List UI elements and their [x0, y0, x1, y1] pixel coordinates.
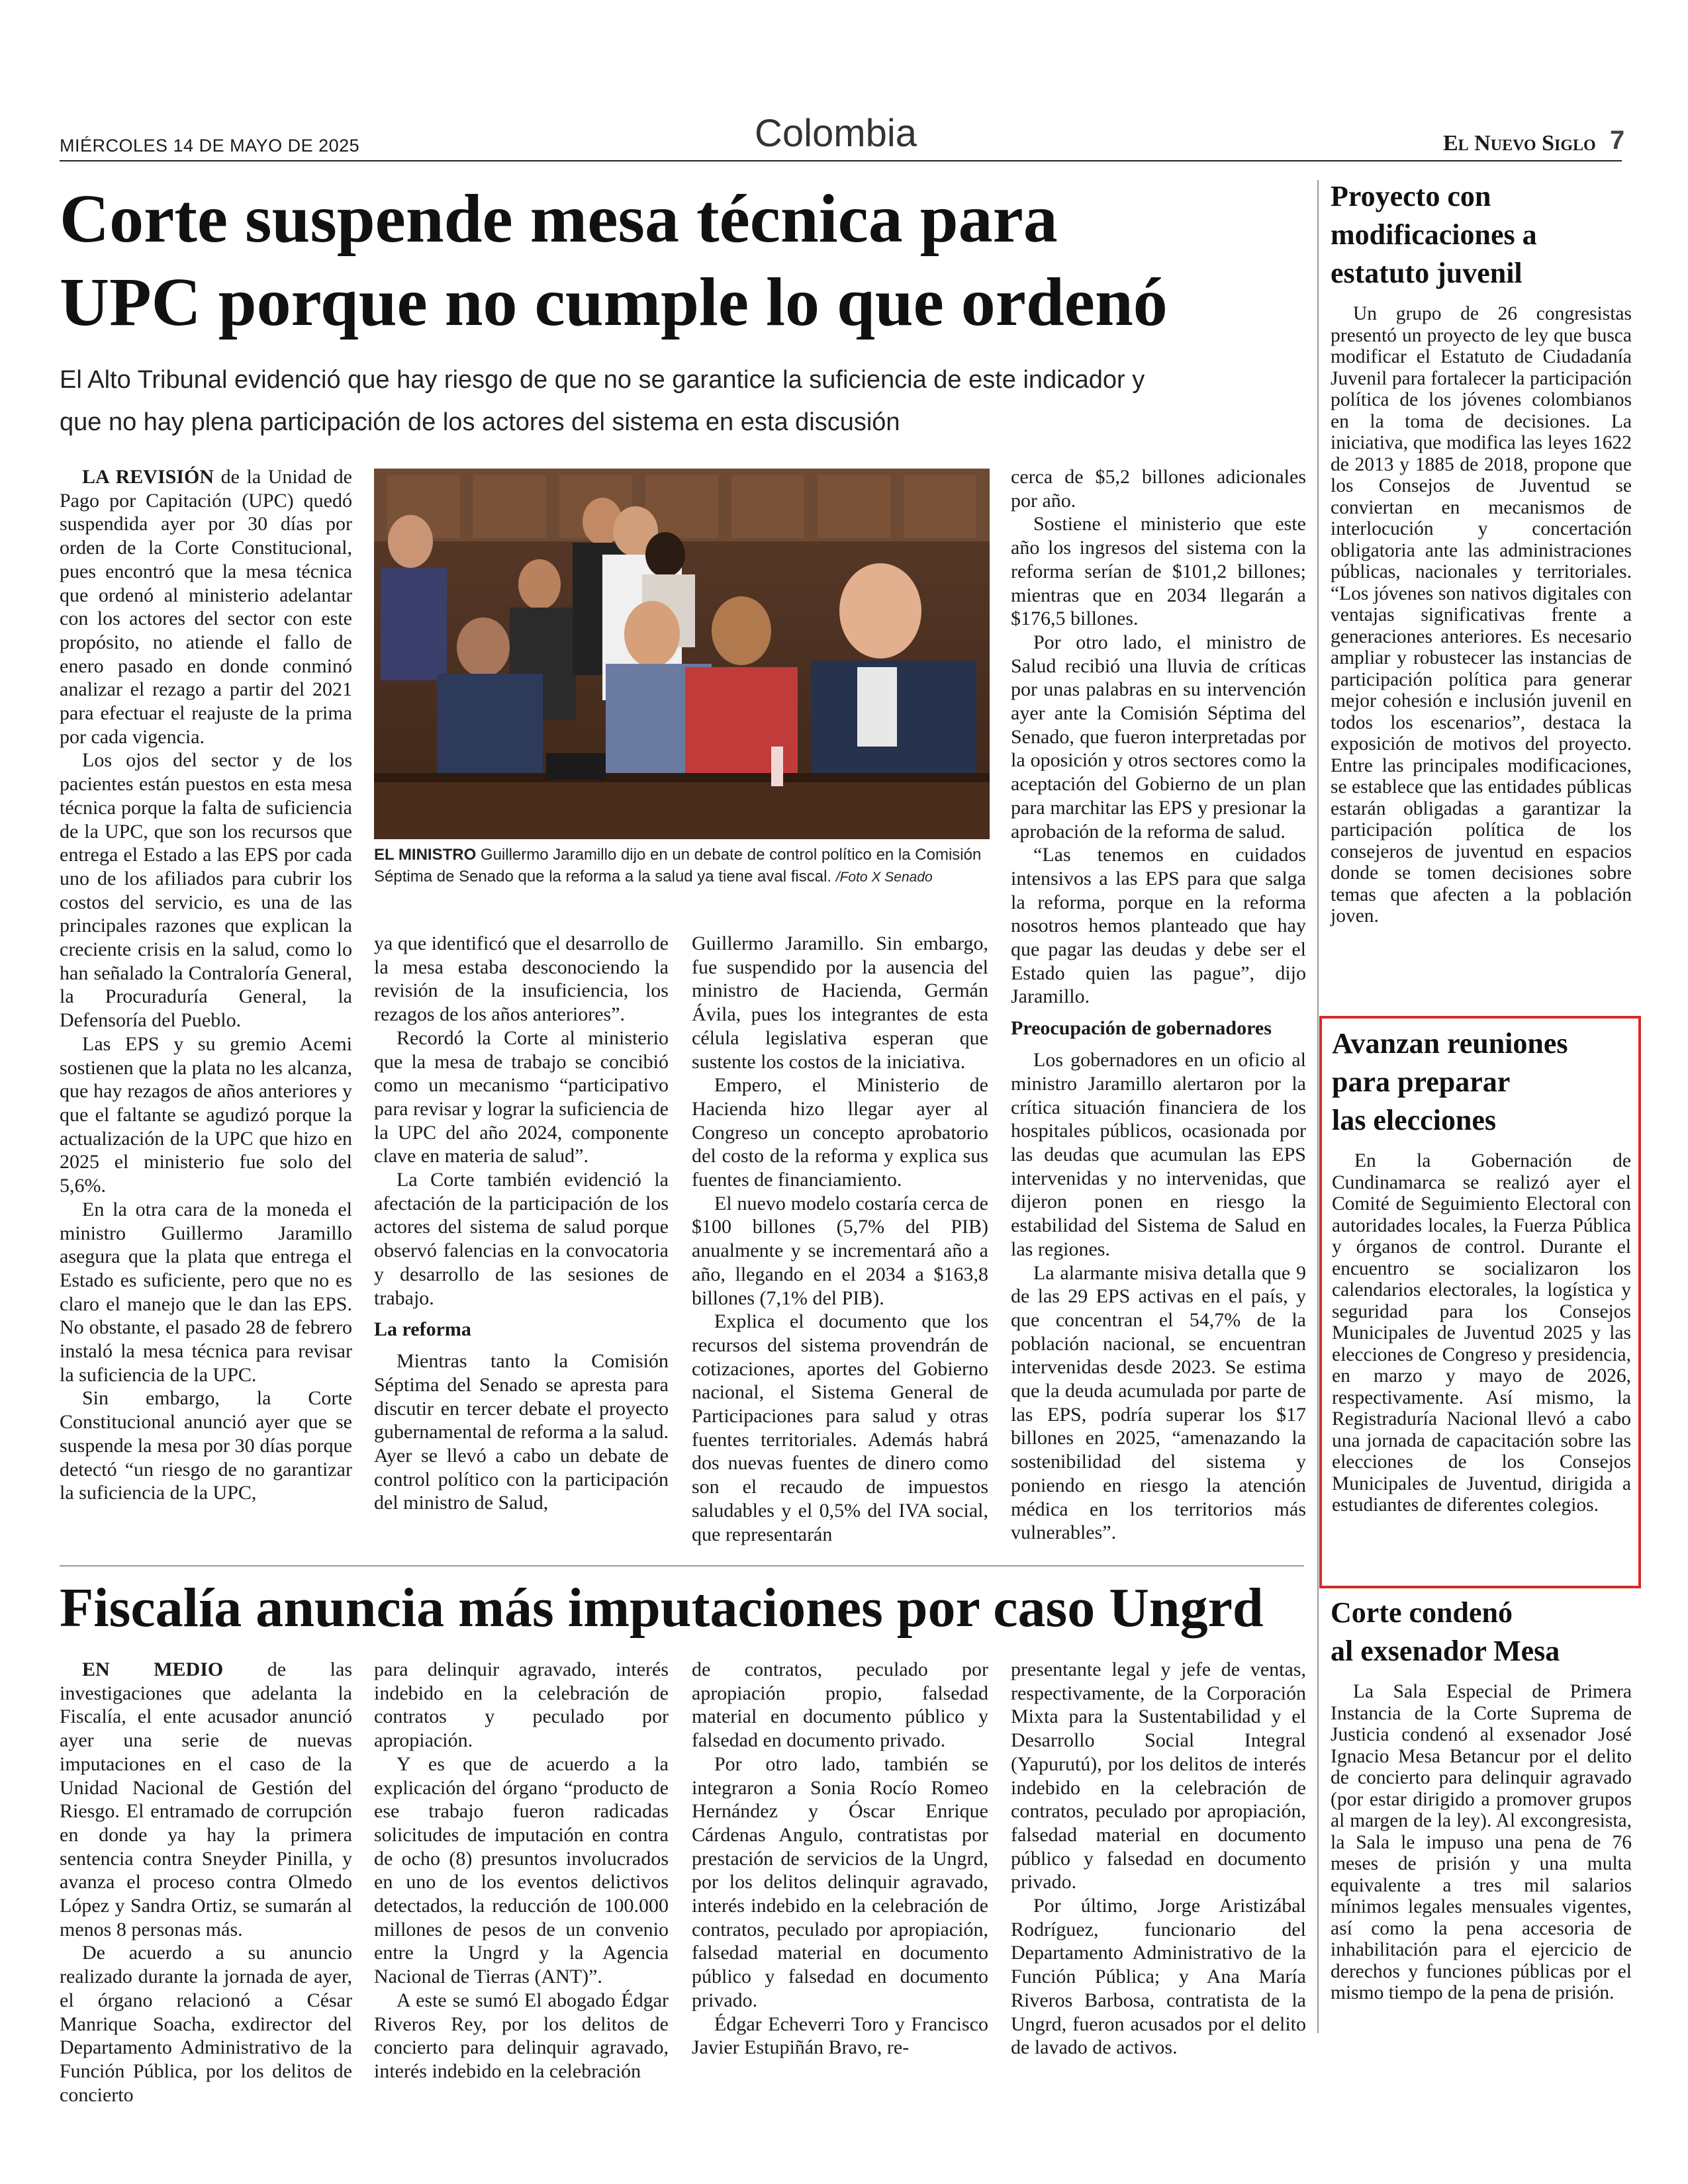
subhead-la-reforma: La reforma	[374, 1318, 471, 1341]
lead-in: LA REVISIÓN	[82, 466, 214, 488]
main-deck: El Alto Tribunal evidenció que hay riesgo de que no se garantice la suficiencia de este indicador y que no hay plena participación de los actores del sistema en esta discusión	[60, 366, 1145, 436]
main-column-4: cerca de $5,2 billones adicionales por año. Sostiene el ministerio que este año los ingresos del sistema con la reforma serían de $101,2 billones; mientras que en 2034 llegarán a $176,5 billones. Por otro lado, el ministro de Salud recibió una lluvia de críticas por unas palabras en su intervención ayer ante la Comisión Séptima del Senado, que fueron interpretadas por la oposición y otros sectores como la aceptación del Gobierno de un plan para marchitar las EPS y presionar la aprobación de la reforma de salud. “Las tenemos en cuidados intensivos a las EPS para que salga la reforma, porque en la reforma nosotros hemos planteado que hay que pagar las deudas y debe ser el Estado quien las pague”, dijo Jaramillo. Preocupación de gobernadores Los gobernadores en un oficio al ministro Jaramillo alertaron por la crítica situación financiera de los hospitales públicos, ocasionada por las deudas que acumulan las EPS intervenidas y no intervenidas, que dijeron ponen en riesgo la estabilidad del Sistema de Salud en las regiones. La alarmante misiva detalla que 9 de las 29 EPS activas en el país, y que concentran el 54,7% de la población nacional, se encuentran intervenidas desde 2023. Se estima que la deuda acumulada por parte de las EPS, podría superar los $17 billones en 2025, “amenazando la sostenibilidad del sistema y poniendo en riesgo la atención médica en los territorios más vulnerables”.	[1011, 466, 1306, 1544]
newspaper-brand: El Nuevo Siglo	[1443, 131, 1596, 156]
section-title: Colombia	[755, 112, 917, 155]
header-divider	[60, 160, 1622, 161]
sidebar-body-2: En la Gobernación de Cundinamarca se realizó ayer el Comité de Seguimiento Electoral con autoridades locales, la Fuerza Pública y órganos de control. Durante el encuentro se socializaron los calendarios electorales, la logística y seguridad para los Consejos Municipales de Juventud 2025 y las elecciones de Congreso y presidencia, en marzo y mayo de 2026, respectivamente. Así mismo, la Registraduría Nacional llevó a cabo una jornada de capacitación sobre las elecciones de los Consejos Municipales de Juventud, dirigida a estudiantes de diferentes colegios.	[1332, 1150, 1631, 1516]
news-photo	[374, 469, 990, 839]
main-headline: Corte suspende mesa técnica para UPC porque no cumple lo que ordenó	[60, 181, 1168, 340]
page-number: 7	[1610, 126, 1625, 155]
main-column-2: ya que identificó que el desarrollo de la mesa estaba desconociendo la revisión de la insuficiencia, los rezagos de los años anteriores”. Recordó la Corte al ministerio que la mesa de trabajo se concibió como un mecanismo “participativo para revisar y lograr la suficiencia de la UPC del año 2024, componente clave en materia de salud”. La Corte también evidenció la afectación de la participación de los actores del sistema de salud porque observó falencias en la convocatoria y desarrollo de las sesiones de trabajo. La reforma Mientras tanto la Comisión Séptima del Senado se apresta para discutir en tercer debate el proyecto gubernamental de reforma a la salud. Ayer se llevó a cabo un debate de control político con la participación del ministro de Salud,	[374, 933, 669, 1514]
lead-in-2: EN MEDIO	[82, 1659, 224, 1680]
main-column-3: Guillermo Jaramillo. Sin embargo, fue suspendido por la ausencia del ministro de Hacienda, Germán Ávila, pues los integrantes de esta célula legislativa esperan que sustente los costos de la iniciativa. Empero, el Ministerio de Hacienda hizo llegar ayer al Congreso un concepto aprobatorio del costo de la reforma y explica sus fuentes de financiamiento. El nuevo modelo costaría cerca de $100 billones (5,7% del PIB) anualmente y se incrementará año a año, llegando en el 2034 a $163,8 billones (7,1% del PIB). Explica el documento que los recursos del sistema provendrán de cotizaciones, aportes del Gobierno nacional, el Sistema General de Participaciones para salud y otras fuentes territoriales. Además habrá dos nuevas fuentes de dinero como son el recaudo de impuestos saludables y el 0,5% del IVA social, que representarán	[692, 933, 988, 1545]
second-headline: Fiscalía anuncia más imputaciones por caso Ungrd	[60, 1577, 1264, 1639]
main-column-1: LA REVISIÓN de la Unidad de Pago por Capitación (UPC) quedó suspendida ayer por 30 días por orden de la Corte Constitucional, pues encontró que la mesa técnica que ordenó al ministerio adelantar con los actores del sector con este propósito, no atiende el fallo de enero pasado en donde conminó analizar el rezago a partir del 2021 para efectuar el reajuste de la prima por cada vigencia. Los ojos del sector y de los pacientes están puestos en esta mesa técnica porque la falta de suficiencia de la UPC, que son los recursos que entrega el Estado a las EPS por cada uno de los afiliados para cubrir los costos del servicio, es una de las principales razones que explican la creciente crisis en la salud, como lo han señalado la Contraloría General, la Procuraduría General, la Defensoría del Pueblo. Las EPS y su gremio Acemi sostienen que la plata no les alcanza, que hay rezagos de años anteriores y que el faltante se agudizó porque la actualización de la UPC que hizo en 2025 el ministerio fue solo del 5,6%. En la otra cara de la moneda el ministro Guillermo Jaramillo asegura que la plata que entrega el Estado es suficiente, pero que no es claro el manejo que le dan las EPS. No obstante, el pasado 28 de febrero instaló la mesa técnica para revisar la suficiencia de la UPC. Sin embargo, la Corte Constitucional anunció ayer que se suspende la mesa por 30 días porque detectó “un riesgo de no garantizar la suficiencia de la UPC,	[60, 466, 352, 1504]
second-column-2: para delinquir agravado, interés indebido en la celebración de contratos y peculado por apropiación. Y es que de acuerdo a la explicación del órgano “producto de ese trabajo fueron radicadas solicitudes de imputación en contra de ocho (8) presuntos involucrados en uno de los eventos delictivos detectados, la reducción de 100.000 millones de pesos de un convenio entre la Ungrd y la Agencia Nacional de Tierras (ANT)”. A este se sumó El abogado Édgar Riveros Rey, por los delitos de concierto para delinquir agravado, interés indebido en la celebración	[374, 1659, 669, 2082]
sidebar-headline-1: Proyecto con modificaciones a estatuto juvenil	[1331, 180, 1537, 289]
sidebar-divider	[1317, 180, 1319, 2033]
photo-caption: EL MINISTRO Guillermo Jaramillo dijo en un debate de control político en la Comisión Séptima de Senado que la reforma a la salud ya tiene aval fiscal. /Foto X Senado	[374, 846, 982, 886]
hearing-room-photo	[374, 469, 990, 839]
sidebar-body-3: La Sala Especial de Primera Instancia de la Corte Suprema de Justicia condenó al exsenador José Ignacio Mesa Betancur por el delito de concierto para delinquir agravado (por estar dirigido a promover grupos al margen de la ley). Al excongresista, la Sala le impuso una pena de 76 meses de prisión y una multa equivalente a tres mil salarios mínimos legales mensuales vigentes, así como la pena accesoria de inhabilitación para el ejercicio de derechos y funciones públicas por el mismo tiempo de la pena de prisión.	[1331, 1681, 1632, 2003]
story-divider	[60, 1565, 1304, 1567]
subhead-gobernadores: Preocupación de gobernadores	[1011, 1017, 1272, 1040]
second-column-1: EN MEDIO de las investigaciones que adelanta la Fiscalía, el ente acusador anunció ayer una serie de nuevas imputaciones en el caso de la Unidad Nacional de Gestión del Riesgo. El entramado de corrupción en donde ya hay la primera sentencia contra Sneyder Pinilla, y avanza el proceso contra Olmedo López y Sandra Ortiz, se sumarán al menos 8 personas más. De acuerdo a su anuncio realizado durante la jornada de ayer, el órgano relacionó a César Manrique Soacha, exdirector del Departamento Administrativo de la Función Pública, por los delitos de concierto	[60, 1659, 352, 2106]
sidebar-body-1: Un grupo de 26 congresistas presentó un proyecto de ley que busca modificar el Estatuto de Ciudadanía Juvenil para fortalecer la participación política de los jóvenes colombianos en la toma de decisiones. La iniciativa, que modifica las leyes 1622 de 2013 y 1885 de 2018, propone que los Consejos de Juventud se conviertan en mecanismos de interlocución y concertación obligatoria ante las administraciones públicas, nacionales y territoriales. “Los jóvenes son nativos digitales con ventajas significativas frente a generaciones anteriores. Es necesario ampliar y robustecer las instancias de participación política para generar mejor cohesión e inclusión juvenil en todos los escenarios”, destaca la exposición de motivos del proyecto. Entre las principales modificaciones, se establece que las entidades públicas estarán obligadas a garantizar la participación política de los consejeros de juventud en espacios donde se tomen decisiones sobre temas que afecten a la población joven.	[1331, 303, 1632, 927]
second-column-4: presentante legal y jefe de ventas, respectivamente, de la Corporación Mixta para la Sustentabilidad y el Desarrollo Social Integral (Yapurutú), por los delitos de interés indebido en la celebración de contratos, peculado por apropiación, falsedad material en documento público y falsedad en documento privado. Por último, Jorge Aristizábal Rodríguez, funcionario del Departamento Administrativo de la Función Pública; y Ana María Riveros Barbosa, contratista de la Ungrd, fueron acusados por el delito de lavado de activos.	[1011, 1659, 1306, 2059]
photo-credit: /Foto X Senado	[835, 870, 933, 885]
second-column-3: de contratos, peculado por apropiación propio, falsedad material en documento público y falsedad en documento privado. Por otro lado, también se integraron a Sonia Rocío Romeo Hernández y Óscar Enrique Cárdenas Angulo, contratistas por prestación de servicios de la Ungrd, por los delitos delinquir agravado, interés indebido en la celebración de contratos, peculado por apropiación, falsedad material en documento público y falsedad en documento privado. Édgar Echeverri Toro y Francisco Javier Estupiñán Bravo, re-	[692, 1659, 988, 2059]
sidebar-headline-2: Avanzan reuniones para preparar las elecciones	[1332, 1027, 1568, 1136]
sidebar-headline-3: Corte condenó al exsenador Mesa	[1331, 1596, 1560, 1667]
issue-date: MIÉRCOLES 14 DE MAYO DE 2025	[60, 136, 360, 156]
